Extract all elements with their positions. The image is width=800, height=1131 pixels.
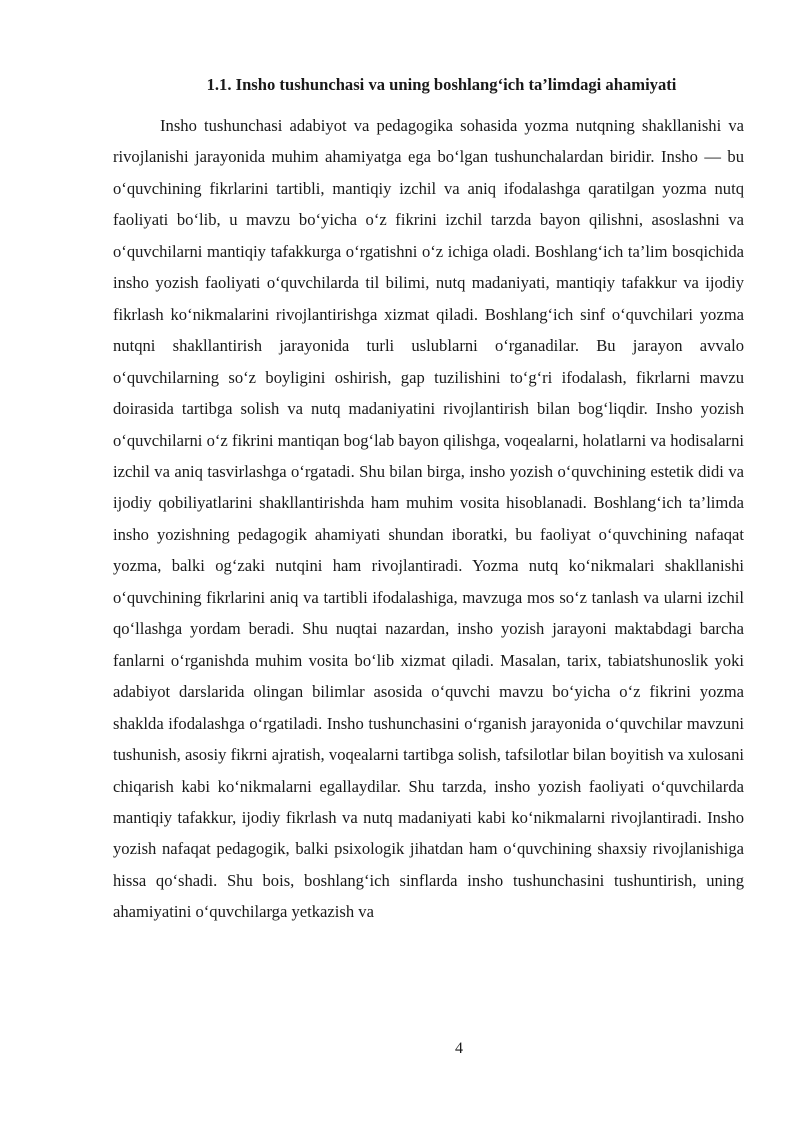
section-heading: 1.1. Insho tushunchasi va uning boshlang‘ich ta’limdagi ahamiyati [206,75,677,94]
body-paragraph: Insho tushunchasi adabiyot va pedagogika sohasida yozma nutqning shakllanishi va rivojlanishi jarayonida muhim ahamiyatga ega bo‘lgan tushunchalardan biridir. Insho — bu o‘quvchining fikrlarini tartibli, mantiqiy izchil va aniq ifodalashga qaratilgan yozma nutq faoliyati bo‘lib, u mavzu bo‘yicha o‘z fikrini izchil tarzda bayon qilishni, asoslashni va o‘quvchilarni mantiqiy tafakkurga o‘rgatishni o‘z ichiga oladi. Boshlang‘ich ta’lim bosqichida insho yozish faoliyati o‘quvchilarda til bilimi, nutq madaniyati, mantiqiy tafakkur va ijodiy fikrlash ko‘nikmalarini rivojlantirishga xizmat qiladi. Boshlang‘ich sinf o‘quvchilari yozma nutqni shakllantirish jarayonida turli uslublarni o‘rganadilar. Bu jarayon avvalo o‘quvchilarning so‘z boyligini oshirish, gap tuzilishini to‘g‘ri ifodalash, fikrlarni mavzu doirasida tartibga solish va nutq madaniyatini rivojlantirish bilan bog‘liqdir. Insho yozish o‘quvchilarni o‘z fikrini mantiqan bog‘lab bayon qilishga, voqealarni, holatlarni va hodisalarni izchil va aniq tasvirlashga o‘rgatadi. Shu bilan birga, insho yozish o‘quvchining estetik didi va ijodiy qobiliyatlarini shakllantirishda ham muhim vosita hisoblanadi. Boshlang‘ich ta’limda insho yozishning pedagogik ahamiyati shundan iboratki, bu faoliyat o‘quvchining nafaqat yozma, balki og‘zaki nutqini ham rivojlantiradi. Yozma nutq ko‘nikmalari shakllanishi o‘quvchining fikrlarini aniq va tartibli ifodalashiga, mavzuga mos so‘z tanlash va ularni izchil qo‘llashga yordam beradi. Shu nuqtai nazardan, insho yozish jarayoni maktabdagi barcha fanlarni o‘rganishda muhim vosita bo‘lib xizmat qiladi. Masalan, tarix, tabiatshunoslik yoki adabiyot darslarida olingan bilimlar asosida o‘quvchi mavzu bo‘yicha o‘z fikrini yozma shaklda ifodalashga o‘rgatiladi. Insho tushunchasini o‘rganish jarayonida o‘quvchilar mavzuni tushunish, asosiy fikrni ajratish, voqealarni tartibga solish, tafsilotlar bilan boyitish va xulosani chiqarish kabi ko‘nikmalarni egallaydilar. Shu tarzda, insho yozish faoliyati o‘quvchilarda mantiqiy tafakkur, ijodiy fikrlash va nutq madaniyati kabi ko‘nikmalarni rivojlantiradi. Insho yozish nafaqat pedagogik, balki psixologik jihatdan ham o‘quvchining shaxsiy rivojlanishiga hissa qo‘shadi. Shu bois, boshlang‘ich sinflarda insho tushunchasini tushuntirish, uning ahamiyatini o‘quvchilarga yetkazish va [113,116,744,922]
page-number: 4 [455,1040,463,1057]
